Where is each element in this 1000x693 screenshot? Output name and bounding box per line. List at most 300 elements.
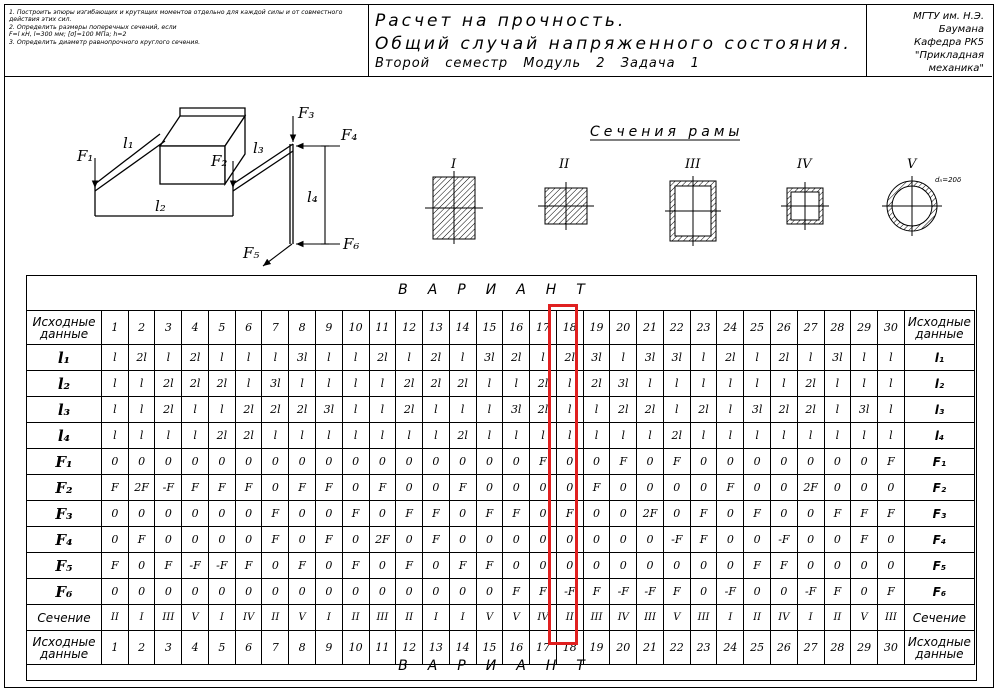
table-cell: F [878, 579, 905, 605]
table-cell: -F [155, 475, 182, 501]
table-cell: 2l [663, 423, 690, 449]
table-cell: 3l [851, 397, 878, 423]
table-cell: 2l [583, 371, 610, 397]
table-cell: l [824, 423, 851, 449]
table-cell: 2l [423, 345, 450, 371]
table-cell: 26 [770, 631, 797, 665]
table-cell: 3l [824, 345, 851, 371]
table-cell: l [208, 397, 235, 423]
table-cell: 0 [208, 449, 235, 475]
table-cell: -F [637, 579, 664, 605]
table-cell: 0 [128, 449, 155, 475]
table-cell: II [262, 605, 289, 631]
table-cell: F [342, 553, 369, 579]
table-cell: l [851, 371, 878, 397]
table-cell: l [476, 371, 503, 397]
table-cell: III [878, 605, 905, 631]
table-cell: l [369, 423, 396, 449]
table-cell: 0 [797, 501, 824, 527]
frame-drawing [5, 76, 992, 276]
org-line-2: Кафедра РК5 [914, 37, 984, 48]
section-IV-label: IV [797, 157, 812, 172]
table-row [27, 501, 975, 527]
table-cell: 0 [423, 579, 450, 605]
row-label-right: F₁ [904, 449, 974, 475]
table-cell: 28 [824, 631, 851, 665]
table-cell: F [878, 501, 905, 527]
table-cell: l [824, 397, 851, 423]
table-cell: l [155, 345, 182, 371]
table-cell: 0 [583, 527, 610, 553]
table-cell: 2l [182, 371, 209, 397]
table-cell: F [744, 501, 771, 527]
title-block [5, 5, 992, 77]
table-cell: 2l [155, 397, 182, 423]
label-l4: l₄ [307, 188, 318, 206]
table-cell: l [744, 345, 771, 371]
table-cell: 2 [128, 311, 155, 345]
table-cell: 21 [637, 311, 664, 345]
table-cell: F [449, 475, 476, 501]
table-cell: l [101, 397, 128, 423]
table-cell: 0 [262, 449, 289, 475]
table-cell: l [342, 397, 369, 423]
table-cell: 0 [369, 553, 396, 579]
row-label-right: F₂ [904, 475, 974, 501]
table-cell: I [128, 605, 155, 631]
table-cell: l [289, 423, 316, 449]
table-cell: 0 [878, 553, 905, 579]
table-cell: 2l [155, 371, 182, 397]
table-cell: l [262, 345, 289, 371]
table-cell: 2l [717, 345, 744, 371]
table-cell: 0 [663, 553, 690, 579]
table-cell: F [476, 501, 503, 527]
row-label-right: F₆ [904, 579, 974, 605]
row-label: l₁ [27, 345, 102, 371]
table-cell: 0 [128, 501, 155, 527]
table-cell: 0 [530, 475, 557, 501]
table-cell: 11 [369, 311, 396, 345]
table-cell: l [717, 371, 744, 397]
table-cell: F [610, 449, 637, 475]
table-cell: II [556, 605, 583, 631]
table-cell: I [315, 605, 342, 631]
table-cell: 19 [583, 631, 610, 665]
table-cell: 2F [797, 475, 824, 501]
title-line-1: Расчет на прочность. [375, 11, 627, 31]
table-cell: 2F [128, 475, 155, 501]
table-cell: 3l [583, 345, 610, 371]
table-cell: l [235, 371, 262, 397]
table-cell: 14 [449, 311, 476, 345]
table-cell: III [155, 605, 182, 631]
table-cell: V [503, 605, 530, 631]
table-cell: 2l [208, 371, 235, 397]
table-cell: l [610, 423, 637, 449]
table-cell: 0 [851, 553, 878, 579]
table-cell: 0 [449, 527, 476, 553]
table-cell: 0 [476, 449, 503, 475]
table-cell: l [556, 371, 583, 397]
table-cell: 2l [797, 371, 824, 397]
table-cell: 0 [824, 449, 851, 475]
table-cell: l [396, 423, 423, 449]
table-cell: l [155, 423, 182, 449]
table-cell: 9 [315, 311, 342, 345]
table-cell: V [476, 605, 503, 631]
section-row [27, 605, 975, 631]
table-cell: 13 [423, 311, 450, 345]
table-cell: 13 [423, 631, 450, 665]
table-cell: l [878, 371, 905, 397]
table-cell: l [208, 345, 235, 371]
table-cell: 0 [101, 449, 128, 475]
table-cell: 26 [770, 311, 797, 345]
table-cell: 0 [101, 579, 128, 605]
table-cell: V [182, 605, 209, 631]
section-III-label: III [685, 157, 701, 172]
table-cell: -F [717, 579, 744, 605]
table-cell: 0 [583, 501, 610, 527]
table-cell: 0 [583, 553, 610, 579]
row-label-right: Исходные данные [904, 631, 974, 665]
table-cell: 2l [128, 345, 155, 371]
table-cell: 0 [610, 527, 637, 553]
table-cell: V [851, 605, 878, 631]
section-V [882, 176, 942, 236]
section-I-label: I [451, 157, 457, 172]
table-cell: l [878, 397, 905, 423]
row-label: Исходные данные [27, 311, 102, 345]
table-cell: 0 [530, 527, 557, 553]
table-cell: -F [610, 579, 637, 605]
table-cell: l [342, 345, 369, 371]
table-cell: 1 [101, 631, 128, 665]
label-l3: l₃ [253, 139, 264, 157]
table-cell: I [797, 605, 824, 631]
table-cell: 0 [423, 553, 450, 579]
label-F2: F₂ [211, 152, 228, 170]
table-cell: l [824, 371, 851, 397]
row-label: l₃ [27, 397, 102, 423]
table-cell: l [396, 345, 423, 371]
table-cell: -F [663, 527, 690, 553]
table-cell: 2l [396, 397, 423, 423]
table-cell: F [101, 475, 128, 501]
table-cell: 0 [128, 553, 155, 579]
table-cell: 0 [155, 449, 182, 475]
section-I [425, 171, 483, 244]
table-cell: l [583, 423, 610, 449]
table-cell: 11 [369, 631, 396, 665]
table-cell: 10 [342, 311, 369, 345]
table-cell: 29 [851, 311, 878, 345]
table-cell: l [637, 371, 664, 397]
table-cell: 17 [530, 311, 557, 345]
table-cell: 2l [235, 423, 262, 449]
table-cell: 0 [235, 449, 262, 475]
table-cell: 5 [208, 311, 235, 345]
table-cell: 0 [797, 449, 824, 475]
row-label-right: F₃ [904, 501, 974, 527]
table-cell: 0 [182, 527, 209, 553]
table-cell: 16 [503, 631, 530, 665]
table-cell: F [235, 553, 262, 579]
table-cell: 0 [342, 527, 369, 553]
table-cell: 0 [235, 579, 262, 605]
title-line-2: Общий случай напряженного состояния. [375, 34, 852, 54]
table-cell: l [878, 423, 905, 449]
table-cell: F [315, 475, 342, 501]
organization [866, 5, 992, 76]
table-row [27, 579, 975, 605]
table-cell: 0 [208, 527, 235, 553]
table-cell: 0 [396, 579, 423, 605]
table-cell: 2l [449, 371, 476, 397]
table-cell: 0 [824, 475, 851, 501]
table-cell: 0 [262, 553, 289, 579]
table-cell: 0 [235, 501, 262, 527]
table-cell: F [262, 501, 289, 527]
variants-table [26, 275, 977, 681]
table-cell: l [315, 371, 342, 397]
table-cell: 15 [476, 311, 503, 345]
table-cell: 0 [235, 527, 262, 553]
row-label: F₆ [27, 579, 102, 605]
table-cell: l [530, 345, 557, 371]
table-cell: 0 [369, 501, 396, 527]
table-cell: F [101, 553, 128, 579]
table-cell: l [262, 423, 289, 449]
table-cell: 0 [396, 527, 423, 553]
table-cell: 0 [369, 449, 396, 475]
table-cell: 1 [101, 311, 128, 345]
table-cell: F [342, 501, 369, 527]
label-F6: F₆ [343, 235, 360, 253]
table-cell: l [315, 423, 342, 449]
table-cell: 2l [556, 345, 583, 371]
table-cell: l [476, 397, 503, 423]
table-cell: 0 [289, 501, 316, 527]
table-cell: 0 [182, 579, 209, 605]
table-cell: 8 [289, 631, 316, 665]
table-cell: F [878, 449, 905, 475]
table-cell: 0 [449, 579, 476, 605]
table-cell: l [878, 345, 905, 371]
table-cell: 0 [423, 475, 450, 501]
task-text [5, 5, 369, 76]
table-cell: F [744, 553, 771, 579]
table-cell: 4 [182, 311, 209, 345]
table-cell: -F [770, 527, 797, 553]
table-cell: 7 [262, 631, 289, 665]
table-cell: 0 [637, 449, 664, 475]
table-cell: F [396, 501, 423, 527]
table-cell: 24 [717, 311, 744, 345]
table-cell: 2l [637, 397, 664, 423]
table-cell: -F [797, 579, 824, 605]
table-cell: F [289, 553, 316, 579]
table-cell: 0 [182, 501, 209, 527]
table-cell: 22 [663, 631, 690, 665]
table-cell: 0 [342, 449, 369, 475]
section-IV [781, 182, 829, 230]
dim-d-label: dₙ=20δ [935, 176, 962, 184]
table-cell: 3l [262, 371, 289, 397]
table-cell: III [690, 605, 717, 631]
table-cell: F [155, 553, 182, 579]
table-cell: l [449, 397, 476, 423]
table-row [27, 449, 975, 475]
table-cell: l [556, 397, 583, 423]
table-cell: 16 [503, 311, 530, 345]
table-cell: 0 [663, 501, 690, 527]
table-cell: 2l [503, 345, 530, 371]
table-cell: I [423, 605, 450, 631]
table-cell: 0 [423, 449, 450, 475]
table-cell: 0 [155, 579, 182, 605]
table-cell: l [797, 423, 824, 449]
table-cell: F [663, 579, 690, 605]
label-F3: F₃ [298, 104, 315, 122]
table-cell: F [530, 449, 557, 475]
table-cell: 2l [182, 345, 209, 371]
table-cell: F [583, 475, 610, 501]
table-cell: -F [182, 553, 209, 579]
table-cell: l [503, 371, 530, 397]
table-cell: 6 [235, 631, 262, 665]
task-line: 1. Построить эпюры изгибающих и крутящих моментов отдельно для каждой силы и от совместного действия этих сил. [9, 9, 343, 24]
table-cell: II [396, 605, 423, 631]
title-area [369, 5, 867, 76]
table-cell: 0 [610, 501, 637, 527]
table-cell: 0 [503, 449, 530, 475]
table-cell: IV [770, 605, 797, 631]
table-cell: 12 [396, 311, 423, 345]
table-cell: 2l [530, 397, 557, 423]
row-label-right: F₅ [904, 553, 974, 579]
row-label: Сечение [27, 605, 102, 631]
table-cell: 0 [583, 449, 610, 475]
task-line: 3. Определить диаметр равнопрочного круглого сечения. [9, 38, 201, 46]
table-cell: III [637, 605, 664, 631]
table-cell: IV [530, 605, 557, 631]
table-cell: F [824, 579, 851, 605]
table-cell: l [423, 397, 450, 423]
table-cell: 19 [583, 311, 610, 345]
table-cell: 0 [717, 449, 744, 475]
table-cell: F [690, 527, 717, 553]
table-cell: I [449, 605, 476, 631]
table-cell: 0 [637, 553, 664, 579]
table-cell: l [342, 423, 369, 449]
row-label: F₂ [27, 475, 102, 501]
table-cell: 2l [396, 371, 423, 397]
table-cell: 0 [797, 527, 824, 553]
table-cell: 22 [663, 311, 690, 345]
table-cell: 3l [610, 371, 637, 397]
table-cell: F [396, 553, 423, 579]
table-cell: F [851, 501, 878, 527]
table-cell: l [449, 345, 476, 371]
table-cell: l [690, 371, 717, 397]
table-cell: 0 [128, 579, 155, 605]
table-cell: 21 [637, 631, 664, 665]
table-cell: 0 [690, 579, 717, 605]
row-label-right: F₄ [904, 527, 974, 553]
table-cell: III [583, 605, 610, 631]
table-cell: 0 [503, 553, 530, 579]
table-cell: F [208, 475, 235, 501]
row-label-right: l₂ [904, 371, 974, 397]
row-label-right: l₄ [904, 423, 974, 449]
table-cell: F [423, 501, 450, 527]
table-cell: l [583, 397, 610, 423]
table-cell: 0 [101, 501, 128, 527]
table-cell: F [315, 527, 342, 553]
table-cell: F [289, 475, 316, 501]
table-cell: V [663, 605, 690, 631]
table-cell: I [208, 605, 235, 631]
table-cell: F [717, 475, 744, 501]
table-cell: IV [610, 605, 637, 631]
table-row [27, 423, 975, 449]
table-cell: -F [208, 553, 235, 579]
table-cell: l [101, 371, 128, 397]
table-cell: 2F [369, 527, 396, 553]
table-cell: 0 [530, 553, 557, 579]
table-cell: l [717, 423, 744, 449]
table-cell: 0 [208, 579, 235, 605]
table-cell: 3l [637, 345, 664, 371]
table-cell: 9 [315, 631, 342, 665]
drawing-sheet [4, 4, 994, 688]
table-row [27, 345, 975, 371]
table-cell: l [690, 423, 717, 449]
table-cell: 2l [449, 423, 476, 449]
table-cell: 0 [851, 475, 878, 501]
table-cell: 7 [262, 311, 289, 345]
table-cell: 18 [556, 631, 583, 665]
table-cell: l [128, 397, 155, 423]
table-cell: 0 [556, 475, 583, 501]
table-cell: 3l [663, 345, 690, 371]
table-cell: 27 [797, 311, 824, 345]
table-cell: 6 [235, 311, 262, 345]
row-label: Исходные данные [27, 631, 102, 665]
table-cell: 0 [770, 475, 797, 501]
table-cell: 12 [396, 631, 423, 665]
table-cell: 4 [182, 631, 209, 665]
title-line-3: Второй семестр Модуль 2 Задача 1 [375, 56, 700, 71]
table-cell: l [182, 397, 209, 423]
table-cell: l [744, 423, 771, 449]
table-cell: 2l [770, 397, 797, 423]
table-cell: 2l [208, 423, 235, 449]
table-cell: 0 [449, 501, 476, 527]
table-cell: 10 [342, 631, 369, 665]
table-cell: 0 [101, 527, 128, 553]
table-cell: 0 [637, 475, 664, 501]
table-cell: 28 [824, 311, 851, 345]
table-cell: l [128, 371, 155, 397]
table-cell: F [476, 553, 503, 579]
table-cell: 14 [449, 631, 476, 665]
label-l1: l₁ [123, 134, 134, 152]
table-cell: l [797, 345, 824, 371]
table-cell: 0 [824, 553, 851, 579]
